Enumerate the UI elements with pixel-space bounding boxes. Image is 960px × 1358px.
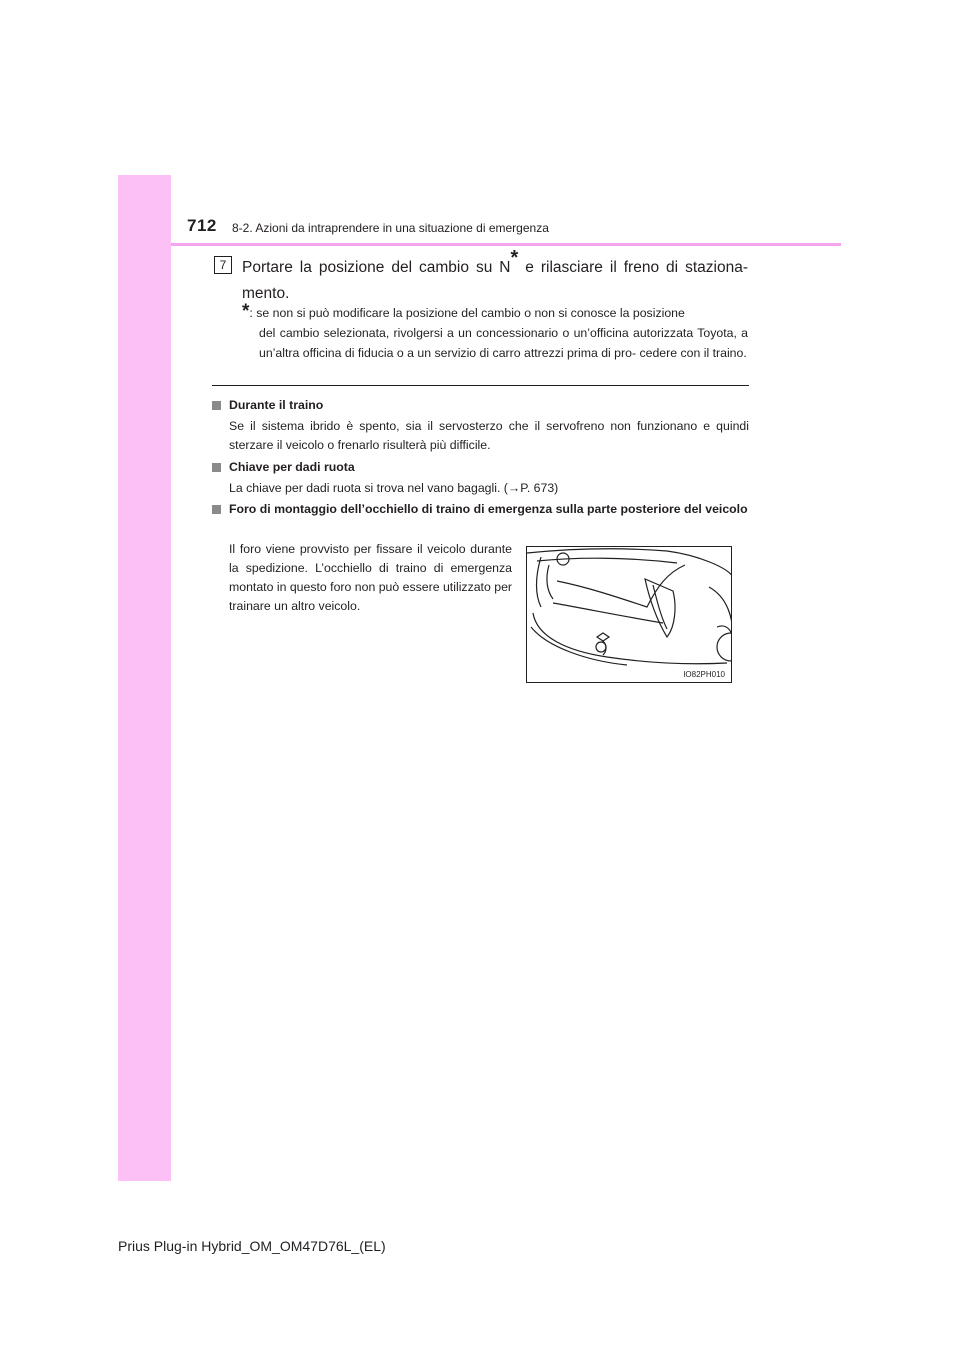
note-heading: Foro di montaggio dell’occhiello di traino di emergenza sulla parte posteriore del veicolo	[212, 500, 749, 519]
step-text-before: Portare la posizione del cambio su N	[242, 259, 511, 276]
side-tab-bar	[118, 175, 171, 1181]
note-during-towing	[212, 396, 749, 455]
footnote-marker: *	[242, 301, 250, 322]
rear-bumper-illustration	[526, 546, 732, 683]
step-number-box: 7	[214, 256, 232, 274]
note-body: La chiave per dadi ruota si trova nel vano bagagli. (→P. 673)	[229, 481, 559, 495]
section-title: 8-2. Azioni da intraprendere in una situazione di emergenza	[232, 221, 549, 235]
section-divider	[212, 385, 749, 386]
footnote-first-line: : se non si può modificare la posizione del cambio o non si conosce la posizione	[249, 306, 685, 320]
note-tow-hook-hole	[212, 500, 749, 519]
footnote	[242, 303, 748, 363]
footer-document-code: Prius Plug-in Hybrid_OM_OM47D76L_(EL)	[118, 1238, 386, 1254]
header-rule	[171, 243, 841, 246]
rear-bumper-drawing	[527, 547, 732, 683]
bullet-square-icon	[212, 401, 221, 410]
step-text	[242, 246, 748, 307]
step-marker: *	[510, 246, 519, 269]
footnote-continuation: del cambio selezionata, rivolgersi a un concessionario o un’officina autorizzata Toyota, a un’altra officina di fiducia o a un servizio di carro attrezzi prima di pro- cedere con il traino.	[259, 326, 748, 360]
figure-code: IO82PH010	[683, 670, 725, 679]
step-text-after: e rilasciare il freno di staziona- mento.	[242, 259, 748, 302]
figure-description: Il foro viene provvisto per fissare il veicolo durante la spedizione. L’occhiello di traino di emergenza montato in questo foro non può essere utilizzato per trainare un altro veicolo.	[229, 542, 513, 613]
note-wheel-wrench	[212, 458, 749, 498]
bullet-square-icon	[212, 505, 221, 514]
note-heading: Durante il traino	[212, 396, 749, 415]
note-heading: Chiave per dadi ruota	[212, 458, 749, 477]
bullet-square-icon	[212, 463, 221, 472]
note-body: Se il sistema ibrido è spento, sia il servosterzo che il servofreno non funzionano e quindi sterzare il veicolo o frenarlo risulterà più difficile.	[229, 419, 749, 452]
page-number: 712	[187, 216, 217, 235]
